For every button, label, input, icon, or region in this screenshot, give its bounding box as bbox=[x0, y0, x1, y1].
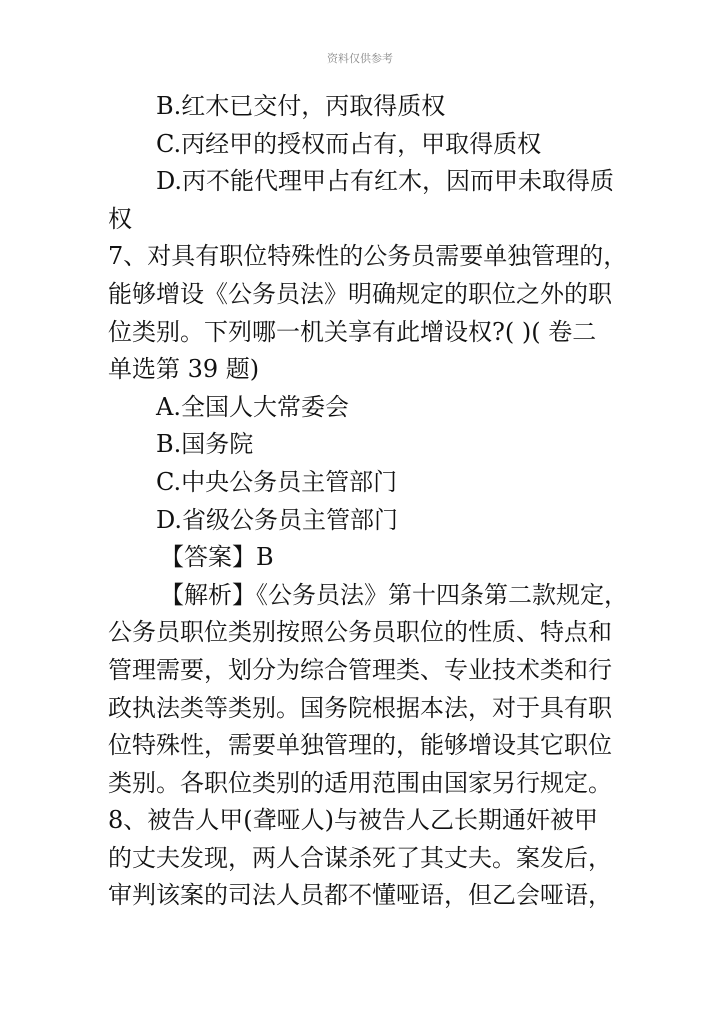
option-b-line: B.红木已交付，丙取得质权 bbox=[156, 92, 446, 120]
q7-answer: 【答案】B bbox=[160, 543, 274, 572]
question-8-line-3: 审判该案的司法人员都不懂哑语，但乙会哑语， bbox=[108, 881, 612, 910]
question-8-line-2: 的丈夫发现，两人合谋杀死了其丈夫。案发后， bbox=[108, 843, 612, 872]
q7-explanation-line-2: 公务员职位类别按照公务员职位的性质、特点和 bbox=[108, 618, 612, 647]
question-8-line-1: 8、被告人甲(聋哑人)与被告人乙长期通奸被甲 bbox=[108, 806, 598, 835]
question-7-line-1: 7、对具有职位特殊性的公务员需要单独管理的， bbox=[108, 242, 628, 271]
question-7-line-4: 单选第 39 题) bbox=[108, 355, 260, 384]
q7-explanation-line-5: 位特殊性，需要单独管理的，能够增设其它职位 bbox=[108, 731, 612, 760]
q7-option-a: A.全国人大常委会 bbox=[156, 392, 349, 421]
option-c-line: C.丙经甲的授权而占有，甲取得质权 bbox=[156, 129, 542, 158]
option-d-line: D.丙不能代理甲占有红木，因而甲未取得质 bbox=[156, 167, 615, 196]
q7-explanation-line-4: 政执法类等类别。国务院根据本法，对于具有职 bbox=[108, 693, 612, 722]
q7-explanation-line-6: 类别。各职位类别的适用范围由国家另行规定。 bbox=[108, 768, 612, 797]
question-7-line-2: 能够增设《公务员法》明确规定的职位之外的职 bbox=[108, 279, 612, 308]
option-d-continuation: 权 bbox=[108, 204, 132, 233]
document-body bbox=[108, 88, 628, 915]
q7-explanation-line-3: 管理需要，划分为综合管理类、专业技术类和行 bbox=[108, 655, 612, 684]
q7-explanation-line-1: 【解析】《公务员法》第十四条第二款规定， bbox=[160, 580, 628, 609]
question-7-line-3: 位类别。下列哪一机关享有此增设权?( )( 卷二 bbox=[108, 317, 597, 346]
q7-option-c: C.中央公务员主管部门 bbox=[156, 467, 398, 496]
q7-option-b: B.国务院 bbox=[156, 430, 254, 459]
page-header: 资料仅供参考 bbox=[327, 52, 393, 65]
q7-option-d: D.省级公务员主管部门 bbox=[156, 505, 399, 534]
